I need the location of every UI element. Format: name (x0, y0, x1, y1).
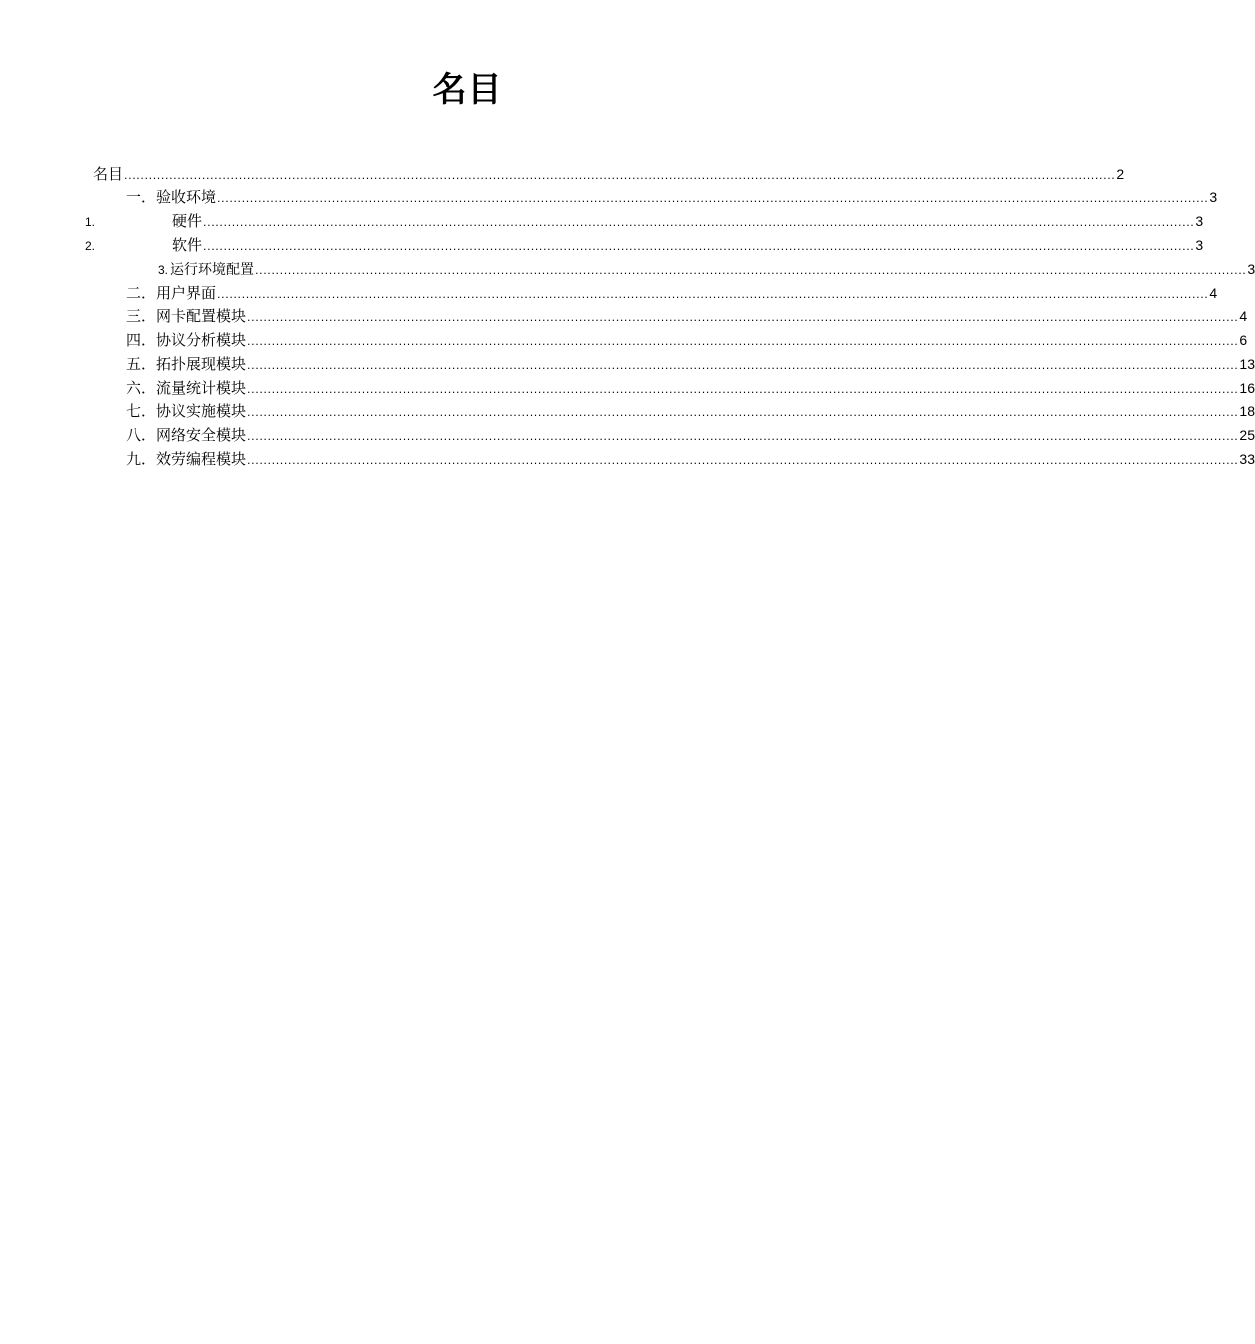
toc-entry-label: 网卡配置模块 (156, 307, 247, 325)
toc-entry-label: 协议分析模块 (156, 331, 247, 349)
toc-entry-nic-config[interactable] (126, 305, 1248, 327)
toc-dot-leader: .................................................................................................................................................................................................................................................. (247, 311, 1239, 324)
toc-entry-label: 效劳编程模块 (156, 450, 247, 468)
toc-dot-leader: .................................................................................................................................................................................................................................................. (247, 406, 1239, 419)
toc-dot-leader: .................................................................................................................................................................................................................................................. (247, 454, 1239, 467)
toc-dot-leader: .................................................................................................................................................................................................................................................. (255, 264, 1247, 277)
toc-entry-prefix: 一． (126, 188, 157, 206)
toc-entry-prefix: 四． (126, 331, 157, 349)
toc-entry-network-security[interactable] (126, 424, 1255, 446)
toc-entry-service-programming[interactable] (126, 448, 1255, 470)
toc-entry-page: 6 (1239, 332, 1248, 348)
toc-entry-prefix: 二． (126, 284, 157, 302)
toc-dot-leader: .................................................................................................................................................................................................................................................. (203, 240, 1195, 253)
toc-entry-page: 4 (1239, 308, 1248, 324)
toc-entry-contents[interactable] (93, 163, 1125, 185)
toc-entry-label: 验收环境 (156, 188, 217, 206)
toc-entry-protocol-analysis[interactable] (126, 329, 1248, 351)
toc-entry-label: 运行环境配置 (170, 262, 255, 278)
toc-entry-traffic-statistics[interactable] (126, 377, 1255, 399)
toc-entry-page: 33 (1239, 451, 1255, 467)
toc-entry-page: 13 (1239, 356, 1255, 372)
toc-entry-topology-display[interactable] (126, 353, 1255, 375)
toc-dot-leader: .................................................................................................................................................................................................................................................. (247, 383, 1239, 396)
toc-dot-leader: .................................................................................................................................................................................................................................................. (217, 288, 1209, 301)
toc-entry-protocol-implementation[interactable] (126, 400, 1255, 422)
toc-entry-page: 4 (1209, 285, 1218, 301)
toc-entry-prefix: 3. (158, 263, 169, 277)
toc-dot-leader: .................................................................................................................................................................................................................................................. (247, 359, 1239, 372)
toc-entry-number: 1. (85, 215, 96, 229)
toc-entry-page: 18 (1239, 403, 1255, 419)
toc-entry-label: 硬件 (172, 212, 203, 230)
toc-entry-page: 25 (1239, 427, 1255, 443)
toc-entry-runtime-config[interactable] (158, 258, 1255, 280)
toc-entry-label: 流量统计模块 (156, 379, 247, 397)
toc-entry-page: 2 (1116, 166, 1125, 182)
toc-dot-leader: .................................................................................................................................................................................................................................................. (247, 335, 1239, 348)
toc-entry-prefix: 五． (126, 355, 157, 373)
toc-entry-user-interface[interactable] (126, 282, 1218, 304)
toc-entry-software[interactable] (172, 234, 1204, 256)
toc-entry-prefix: 九． (126, 450, 157, 468)
toc-entry-acceptance-environment[interactable] (126, 186, 1218, 208)
toc-dot-leader: .................................................................................................................................................................................................................................................. (203, 216, 1195, 229)
toc-entry-prefix: 八． (126, 426, 157, 444)
toc-entry-label: 协议实施模块 (156, 402, 247, 420)
toc-entry-prefix: 三． (126, 307, 157, 325)
toc-entry-label: 网络安全模块 (156, 426, 247, 444)
toc-dot-leader: .................................................................................................................................................................................................................................................. (247, 430, 1239, 443)
toc-entry-page: 3 (1247, 261, 1255, 277)
page-title: 名目 (432, 70, 503, 110)
toc-entry-page: 3 (1209, 189, 1218, 205)
toc-entry-prefix: 六． (126, 379, 157, 397)
toc-entry-prefix: 七． (126, 402, 157, 420)
toc-entry-label: 软件 (172, 236, 203, 254)
toc-entry-page: 16 (1239, 380, 1255, 396)
toc-entry-number: 2. (85, 239, 96, 253)
toc-entry-label: 用户界面 (156, 284, 217, 302)
toc-entry-hardware[interactable] (172, 210, 1204, 232)
toc-entry-label: 名目 (93, 165, 124, 183)
toc-entry-label: 拓扑展现模块 (156, 355, 247, 373)
toc-dot-leader: .................................................................................................................................................................................................................................................. (217, 192, 1209, 205)
toc-entry-page: 3 (1195, 237, 1204, 253)
toc-entry-page: 3 (1195, 213, 1204, 229)
toc-dot-leader: .................................................................................................................................................................................................................................................. (124, 169, 1116, 182)
